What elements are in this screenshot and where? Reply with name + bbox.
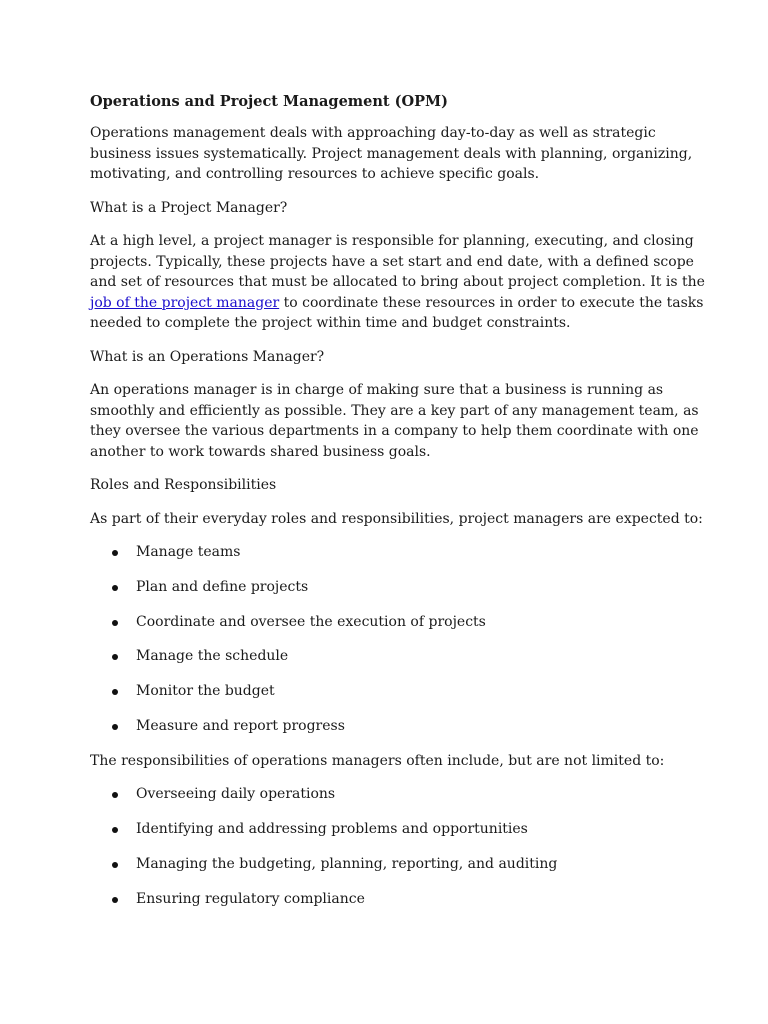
bullet-icon: [112, 585, 118, 591]
bullet-icon: [112, 620, 118, 626]
bullet-icon: [112, 862, 118, 868]
section-heading-operations-manager: What is an Operations Manager?: [90, 348, 325, 365]
list-item-text: Measure and report progress: [136, 717, 345, 734]
pm-responsibilities-list: [90, 542, 708, 736]
list-item-text: Monitor the budget: [136, 683, 275, 700]
list-item-text: Ensuring regulatory compliance: [136, 890, 365, 907]
om-responsibilities-intro: The responsibilities of operations managers often include, but are not limited to:: [90, 752, 665, 769]
list-item-text: Manage teams: [136, 544, 241, 560]
list-item-text: Coordinate and oversee the execution of projects: [136, 613, 486, 630]
list-item: [90, 819, 708, 839]
list-item: [90, 854, 708, 874]
job-of-project-manager-link[interactable]: job of the project manager: [90, 294, 280, 311]
list-item: [90, 784, 708, 804]
list-item: [90, 716, 708, 736]
pm-text-after-link: to coordinate these resources in order to execute the tasks needed to complete the project within time and budget constraints.: [90, 294, 704, 331]
list-item-text: Overseeing daily operations: [136, 786, 336, 803]
bullet-icon: [112, 689, 118, 695]
list-item: [90, 612, 708, 632]
list-item-text: Manage the schedule: [136, 648, 289, 665]
list-item: [90, 889, 708, 909]
bullet-icon: [112, 654, 118, 660]
bullet-icon: [112, 550, 118, 556]
section-heading-project-manager: What is a Project Manager?: [90, 199, 288, 216]
list-item-text: Managing the budgeting, planning, reporting, and auditing: [136, 855, 558, 872]
list-item-text: Plan and define projects: [136, 578, 309, 595]
intro-paragraph: Operations management deals with approaching day-to-day as well as strategic business issues systematically. Project management deals with planning, organizing, motivating, and controlling resources to achieve specific goals.: [90, 125, 693, 182]
bullet-icon: [112, 897, 118, 903]
om-responsibilities-list: [90, 784, 708, 908]
bullet-icon: [112, 792, 118, 798]
section-heading-roles: Roles and Responsibilities: [90, 477, 277, 493]
list-item: [90, 542, 708, 562]
operations-manager-paragraph: An operations manager is in charge of making sure that a business is running as smoothly and efficiently as possible. They are a key part of any management team, as they oversee the various departments in a company to help them coordinate with one another to work towards shared business goals.: [90, 382, 699, 460]
list-item-text: Identifying and addressing problems and opportunities: [136, 821, 528, 838]
pm-text-before-link: At a high level, a project manager is responsible for planning, executing, and closing projects. Typically, these projects have a set start and end date, with a defined scope and set of resources that must be allocated to bring about project completion. It is the: [90, 233, 705, 290]
list-item: [90, 681, 708, 701]
document-title: Operations and Project Management (OPM): [90, 93, 448, 110]
pm-responsibilities-intro: As part of their everyday roles and responsibilities, project managers are expected to:: [90, 510, 703, 527]
list-item: [90, 577, 708, 597]
project-manager-paragraph: [90, 231, 708, 334]
list-item: [90, 646, 708, 666]
bullet-icon: [112, 724, 118, 730]
bullet-icon: [112, 827, 118, 833]
